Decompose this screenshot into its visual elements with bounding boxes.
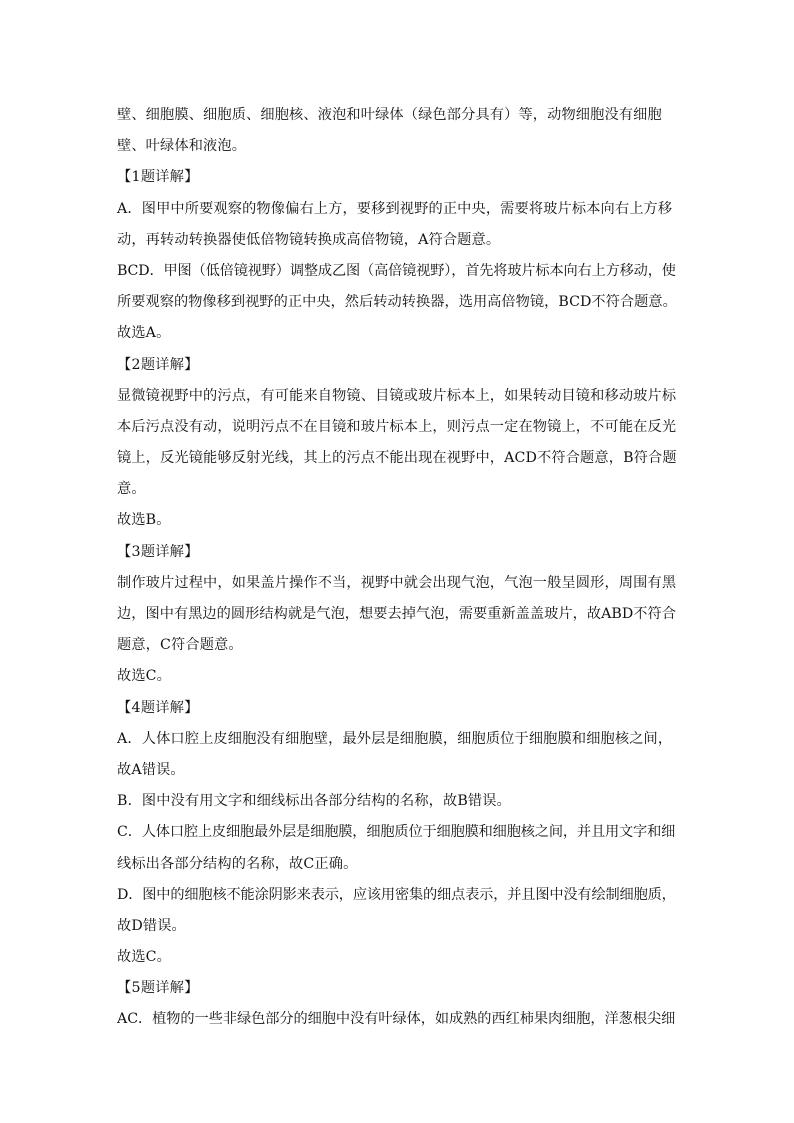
answer-line: 故选A。 — [117, 325, 171, 342]
text-line: 故D错误。 — [117, 917, 186, 934]
text-line: 故A错误。 — [117, 761, 185, 778]
text-line: B．图中没有用文字和细线标出各部分结构的名称，故B错误。 — [117, 793, 511, 810]
text-line: C．人体口腔上皮细胞最外层是细胞膜，细胞质位于细胞膜和细胞核之间，并且用文字和细 — [117, 824, 676, 841]
text-line: BCD．甲图（低倍镜视野）调整成乙图（高倍镜视野），首先将玻片标本向右上方移动，使 — [117, 262, 676, 279]
answer-line: 故选B。 — [117, 512, 171, 529]
text-line: 意。 — [117, 481, 146, 498]
section-heading: 【2题详解】 — [117, 356, 199, 373]
text-line: 壁、叶绿体和液泡。 — [117, 138, 247, 155]
text-line: A．图甲中所要观察的物像偏右上方，要移到视野的正中央，需要将玻片标本向右上方移 — [117, 200, 673, 217]
text-line: 制作玻片过程中，如果盖片操作不当，视野中就会出现气泡，气泡一般呈圆形，周围有黑 — [117, 574, 677, 591]
document-body — [117, 100, 677, 1036]
section-heading: 【3题详解】 — [117, 543, 199, 560]
text-line: 动，再转动转换器使低倍物镜转换成高倍物镜，A符合题意。 — [117, 231, 501, 248]
answer-line: 故选C。 — [117, 949, 172, 966]
text-line: 壁、细胞膜、细胞质、细胞核、液泡和叶绿体（绿色部分具有）等，动物细胞没有细胞 — [117, 107, 662, 123]
text-line: A．人体口腔上皮细胞没有细胞壁，最外层是细胞膜，细胞质位于细胞膜和细胞核之间， — [117, 730, 673, 747]
text-line: AC．植物的一些非绿色部分的细胞中没有叶绿体，如成熟的西红柿果肉细胞，洋葱根尖细 — [117, 1011, 676, 1028]
section-heading: 【1题详解】 — [117, 169, 199, 186]
section-heading: 【4题详解】 — [117, 699, 199, 716]
text-line: D．图中的细胞核不能涂阴影来表示，应该用密集的细点表示，并且图中没有绘制细胞质， — [117, 886, 676, 903]
answer-line: 故选C。 — [117, 668, 172, 685]
text-line: 题意，C符合题意。 — [117, 637, 243, 654]
text-line: 本后污点没有动，说明污点不在目镜和玻片标本上，则污点一定在物镜上，不可能在反光 — [117, 418, 677, 435]
text-line: 边，图中有黑边的圆形结构就是气泡，想要去掉气泡，需要重新盖盖玻片，故ABD不符合 — [117, 606, 676, 622]
text-line: 显微镜视野中的污点，有可能来自物镜、目镜或玻片标本上，如果转动目镜和移动玻片标 — [117, 387, 677, 404]
text-line: 线标出各部分结构的名称，故C正确。 — [117, 855, 358, 872]
text-line: 镜上，反光镜能够反射光线，其上的污点不能出现在视野中，ACD不符合题意，B符合题 — [117, 450, 677, 467]
section-heading: 【5题详解】 — [117, 980, 199, 997]
text-line: 所要观察的物像移到视野的正中央，然后转动转换器，选用高倍物镜，BCD不符合题意。 — [117, 294, 677, 311]
